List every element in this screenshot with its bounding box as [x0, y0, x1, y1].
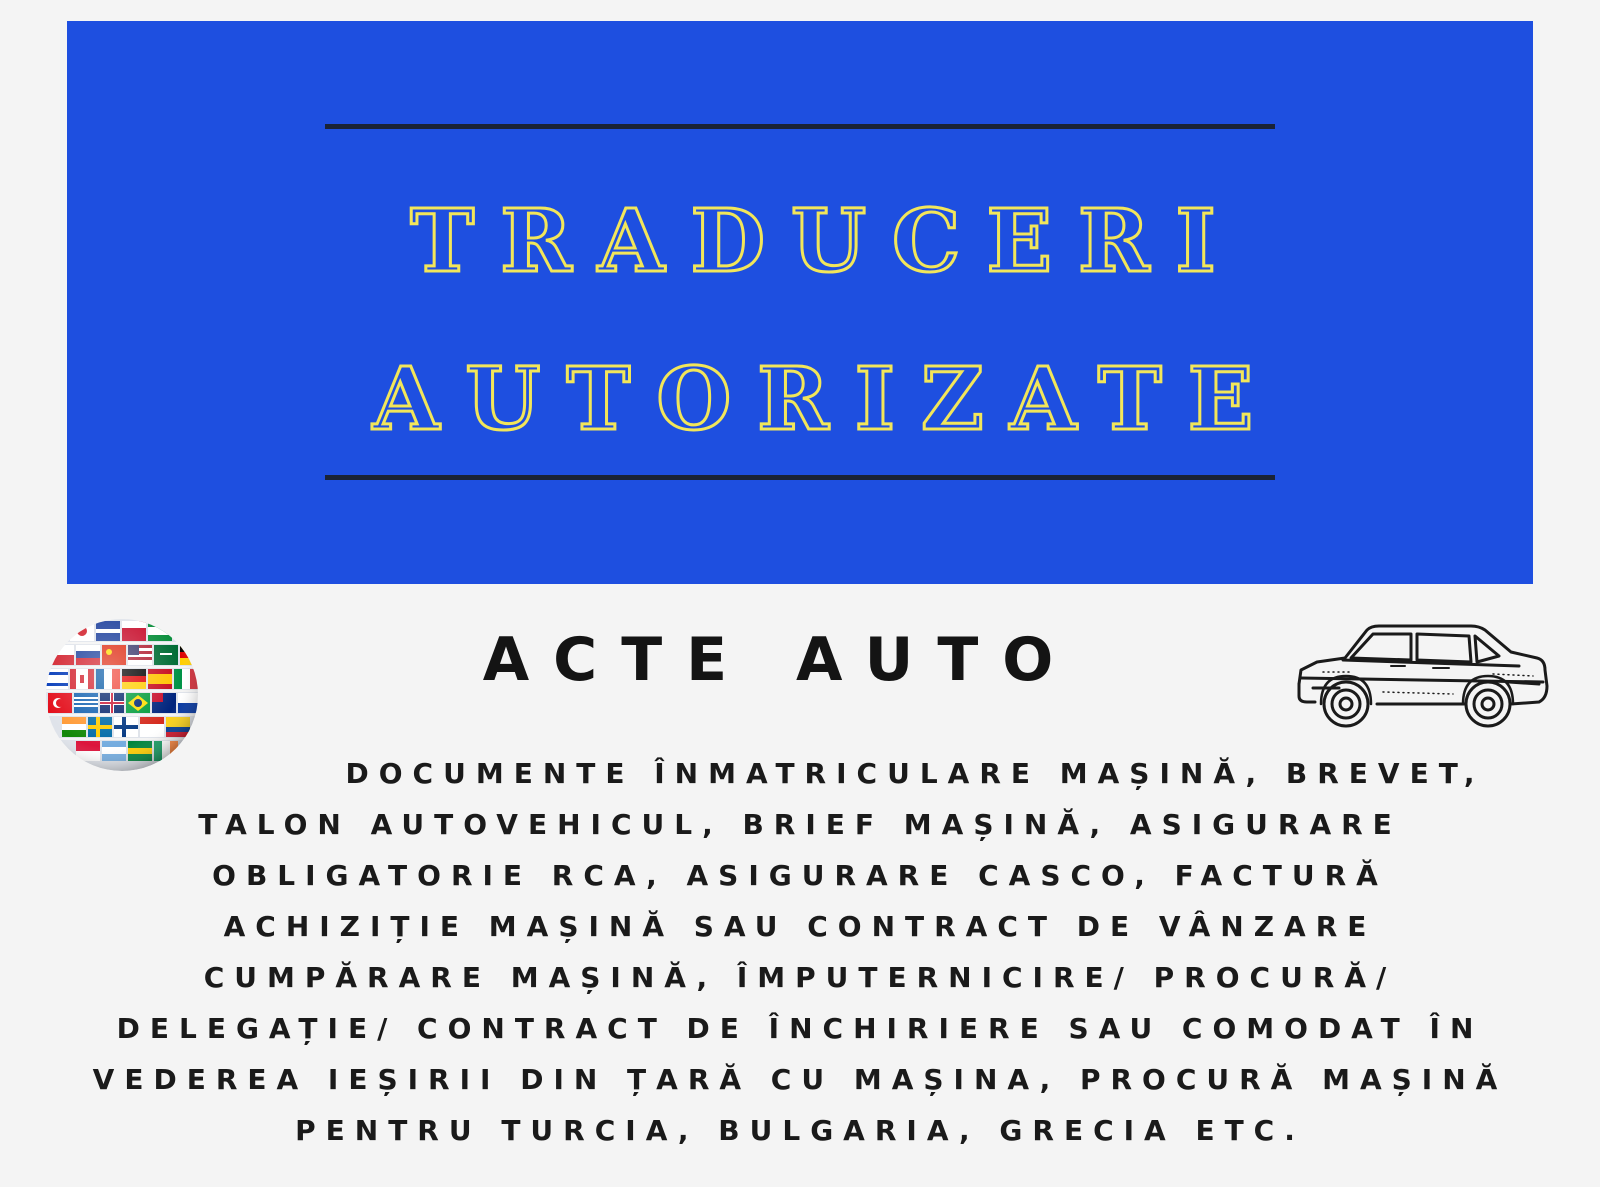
section-body: [50, 748, 1550, 1156]
banner-bottom-rule: [325, 475, 1275, 480]
car-icon: [1293, 622, 1551, 734]
body-line: PENTRU TURCIA, BULGARIA, GRECIA ETC.: [295, 1114, 1305, 1147]
section-heading-text: ACTE AUTO: [482, 625, 1078, 695]
body-line: OBLIGATORIE RCA, ASIGURARE CASCO, FACTURĂ: [212, 859, 1388, 892]
body-line: DOCUMENTE ÎNMATRICULARE MAȘINĂ, BREVET,: [345, 757, 1485, 790]
title-banner: [67, 21, 1533, 584]
body-line: VEDEREA IEȘIRII DIN ȚARĂ CU MAȘINA, PROCURĂ MAȘINĂ: [92, 1063, 1508, 1096]
body-line: ACHIZIȚIE MAȘINĂ SAU CONTRACT DE VÂNZARE: [223, 910, 1377, 943]
banner-title-line-1: TRADUCERI: [410, 191, 1242, 292]
body-line: CUMPĂRARE MAȘINĂ, ÎMPUTERNICIRE/ PROCURĂ/: [203, 961, 1397, 994]
banner-top-rule: [325, 124, 1275, 129]
body-line: TALON AUTOVEHICUL, BRIEF MAȘINĂ, ASIGURARE: [198, 808, 1402, 841]
banner-title-line-2: AUTORIZATE: [372, 349, 1280, 450]
body-line: DELEGAȚIE/ CONTRACT DE ÎNCHIRIERE SAU COMODAT ÎN: [116, 1012, 1484, 1045]
